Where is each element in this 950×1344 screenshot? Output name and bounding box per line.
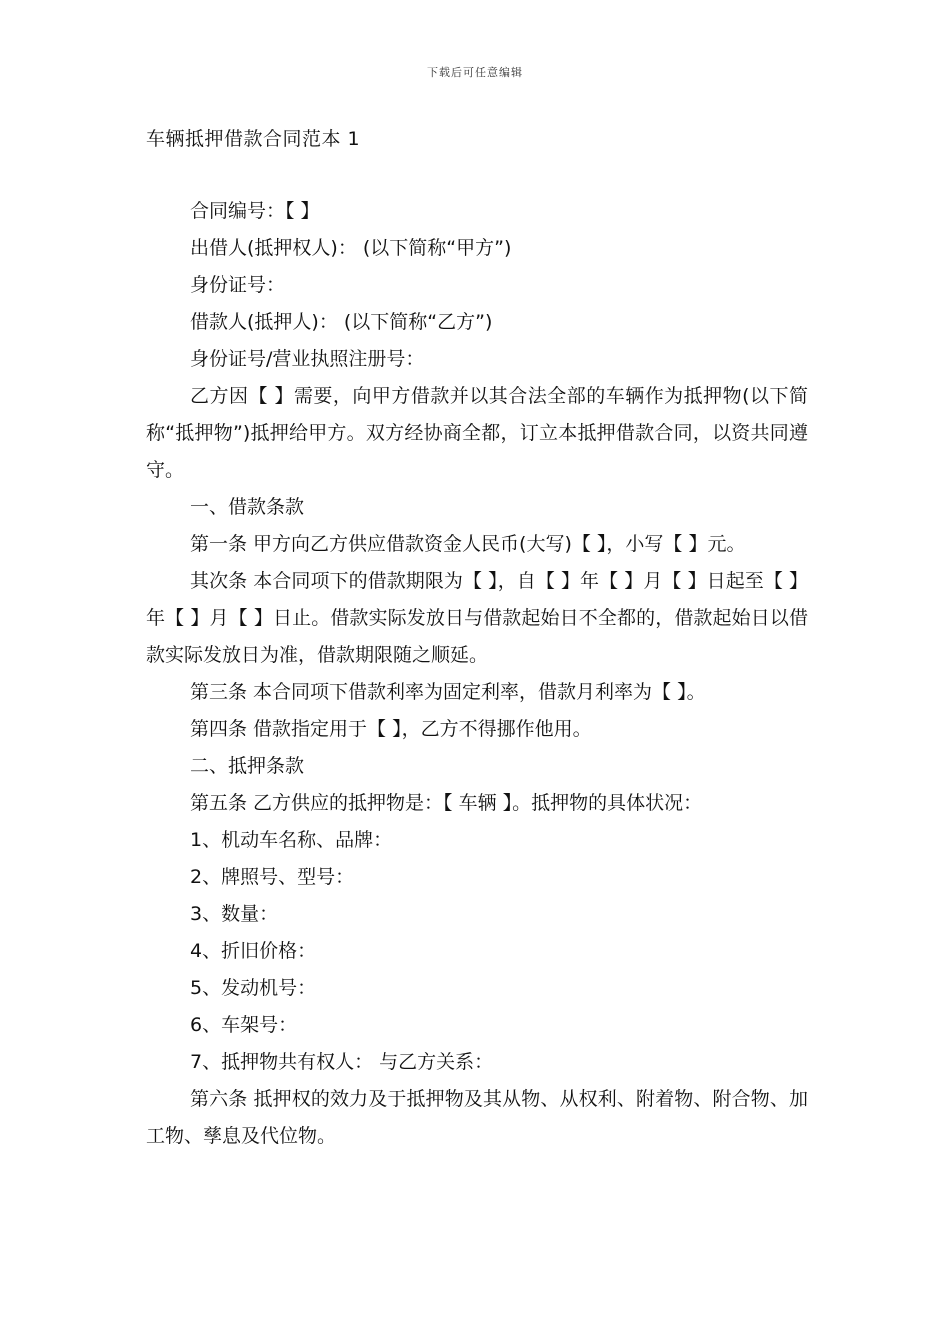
list-item: 3、数量： (190, 903, 279, 925)
list-item: 4、折旧价格： (190, 940, 317, 962)
article-3: 第三条 本合同项下借款利率为固定利率，借款月利率为【 】。 (190, 681, 706, 703)
article-2: 其次条 本合同项下的借款期限为【 】，自【 】年【 】月【 】日起至【 】年【 】月【 】日止。借款实际发放日与借款起始日不全都的，借款起始日以借款实际发放日为准，借款期限随之顺延。 (146, 570, 808, 666)
article-6: 第六条 抵押权的效力及于抵押物及其从物、从权利、附着物、附合物、加工物、孳息及代位物。 (146, 1088, 808, 1147)
list-item: 2、牌照号、型号： (190, 866, 355, 888)
borrower-line: 借款人(抵押人)： (以下简称“乙方”) (190, 311, 493, 333)
borrower-id-line: 身份证号/营业执照注册号： (190, 348, 425, 370)
contract-body (146, 193, 808, 1155)
article-1: 第一条 甲方向乙方供应借款资金人民币(大写)【 】，小写【 】元。 (190, 533, 746, 555)
article-5: 第五条 乙方供应的抵押物是：【 车辆 】。抵押物的具体状况： (190, 792, 703, 814)
section-heading-loan: 一、借款条款 (190, 496, 305, 518)
header-note: 下载后可任意编辑 (427, 66, 523, 79)
preamble-paragraph: 乙方因【 】需要，向甲方借款并以其合法全部的车辆作为抵押物(以下简称“抵押物”)抵押给甲方。双方经协商全都，订立本抵押借款合同，以资共同遵守。 (146, 385, 808, 481)
contract-number-line: 合同编号：【 】 (190, 200, 320, 222)
list-item: 6、车架号： (190, 1014, 298, 1036)
lender-id-line: 身份证号： (190, 274, 286, 296)
lender-line: 出借人(抵押权人)： (以下简称“甲方”) (190, 237, 512, 259)
article-4: 第四条 借款指定用于【 】，乙方不得挪作他用。 (190, 718, 592, 740)
list-item: 5、发动机号： (190, 977, 317, 999)
document-title: 车辆抵押借款合同范本 1 (146, 128, 361, 150)
list-item: 7、抵押物共有权人： 与乙方关系： (190, 1051, 494, 1073)
list-item: 1、机动车名称、品牌： (190, 829, 393, 851)
section-heading-mortgage: 二、抵押条款 (190, 755, 305, 777)
